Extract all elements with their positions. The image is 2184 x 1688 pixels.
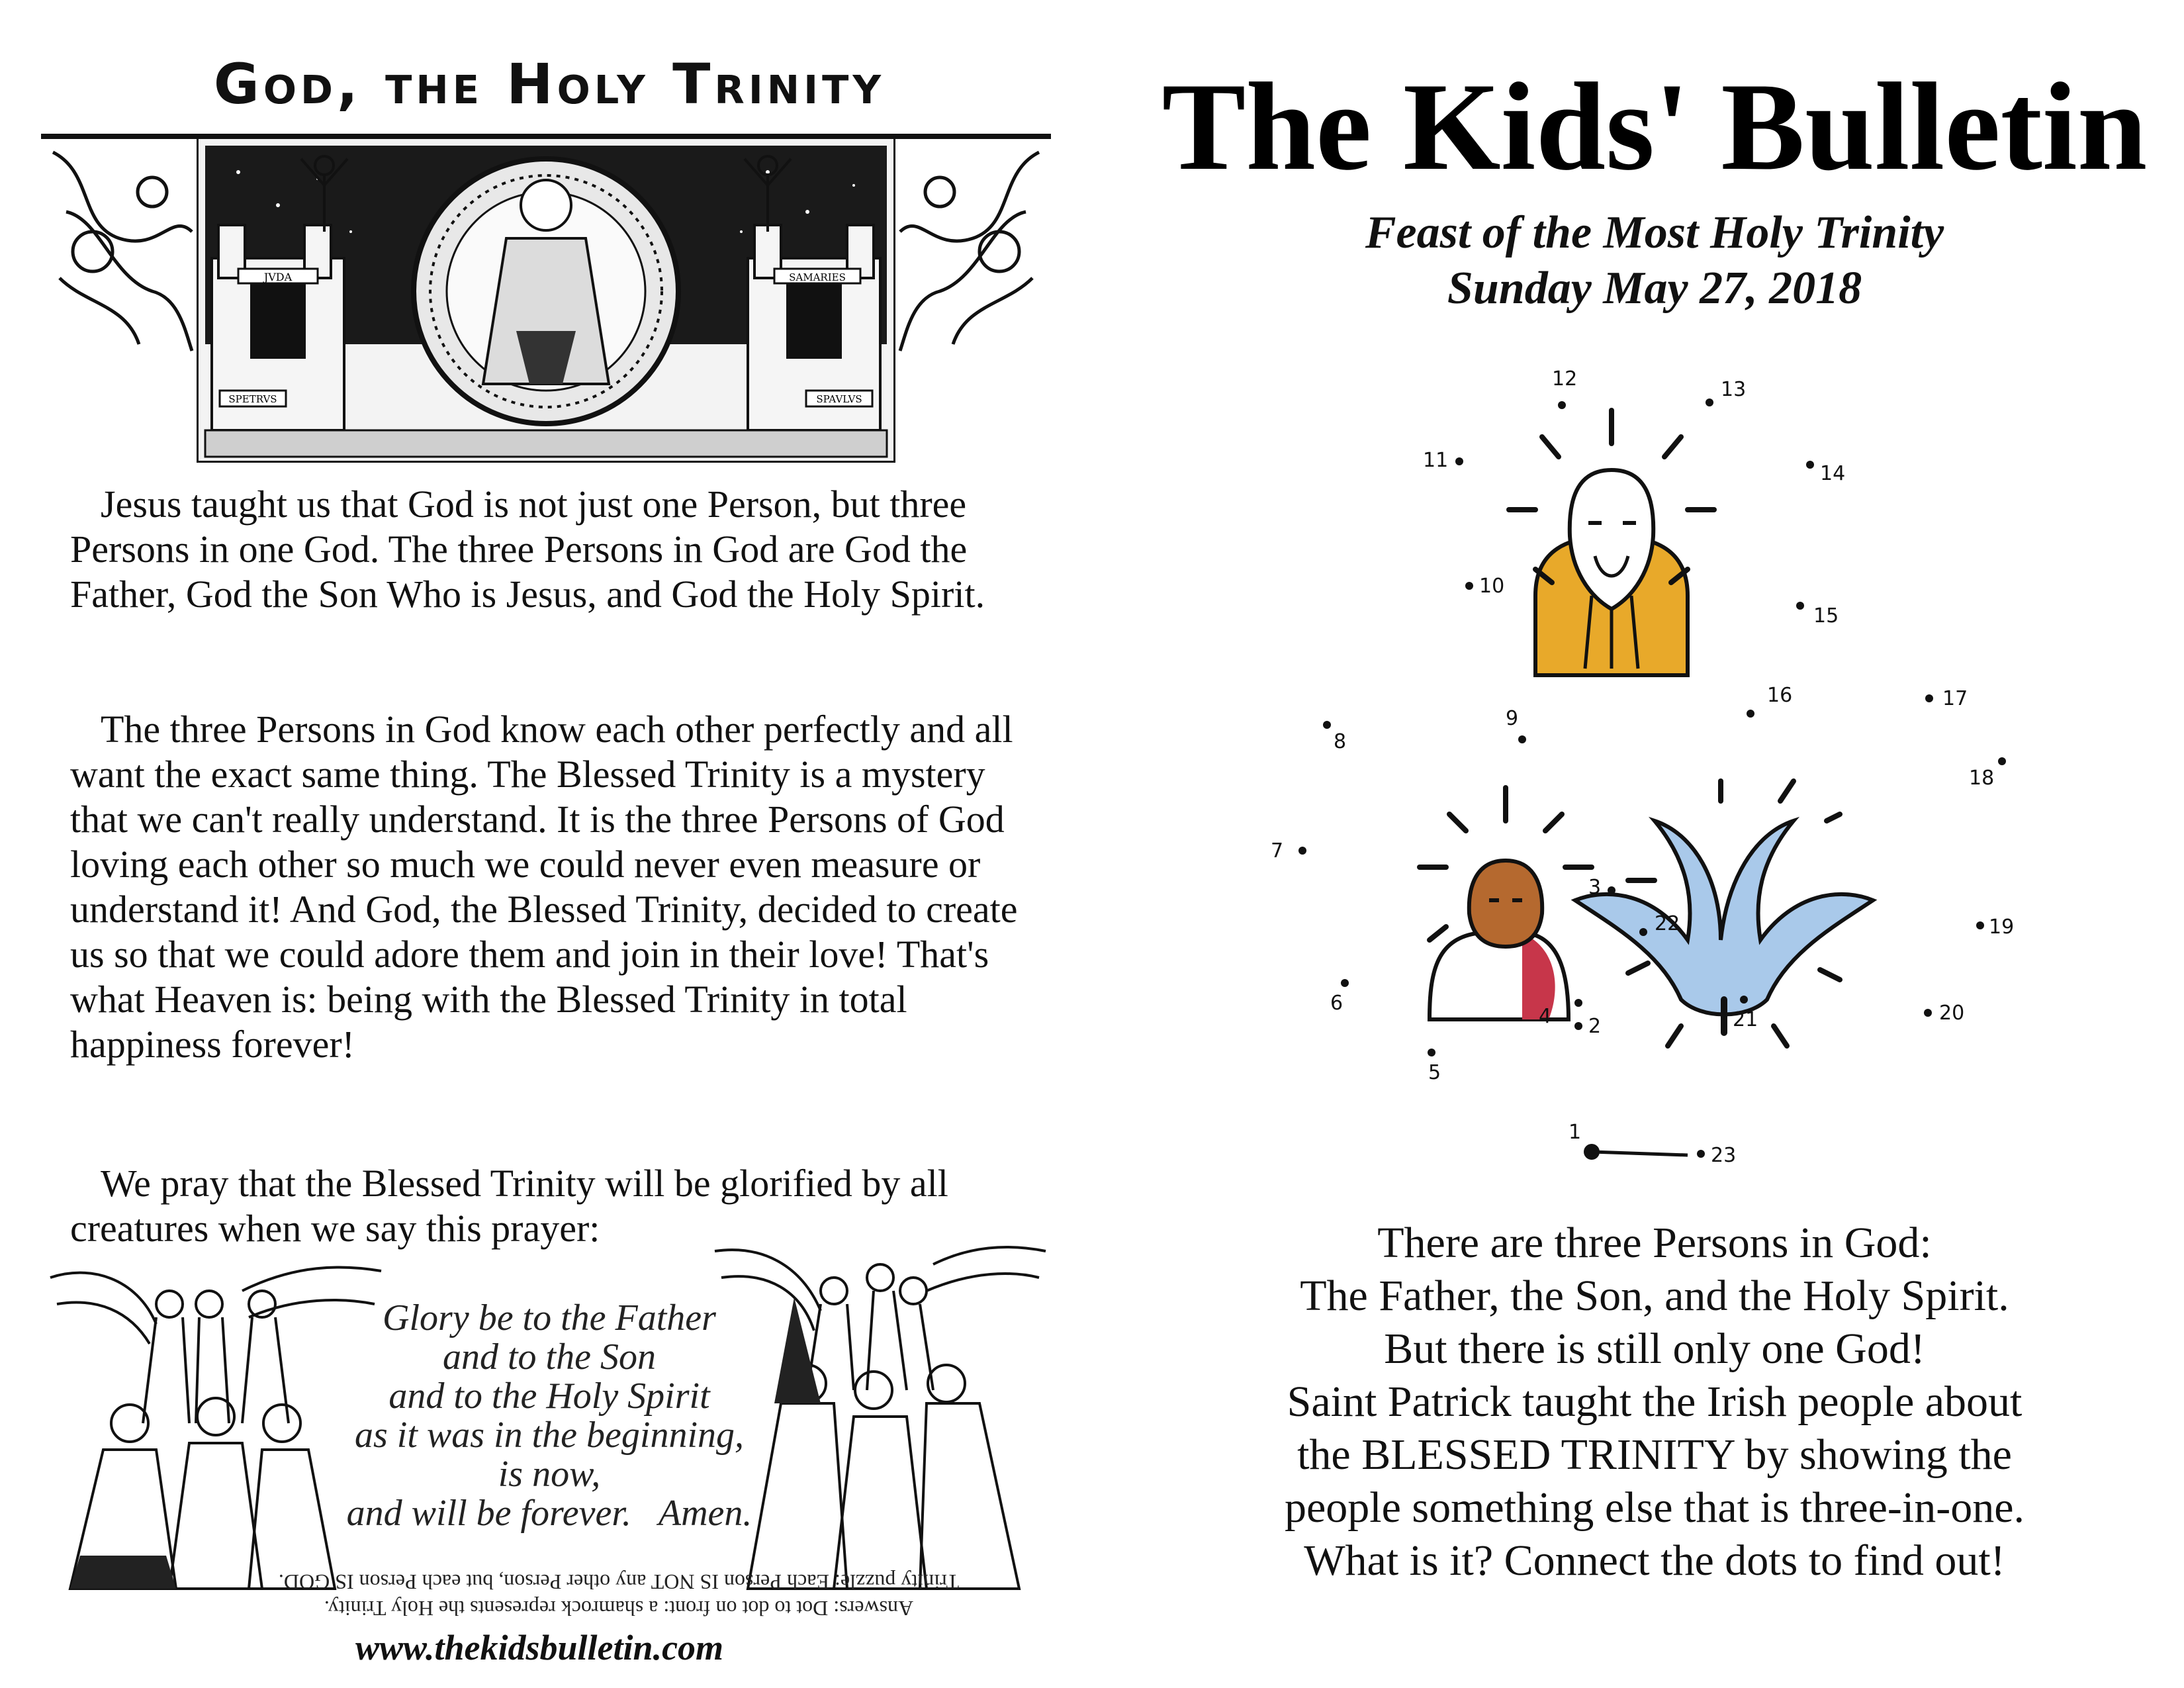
closing-line: What is it? Connect the dots to find out! [1304,1536,2005,1585]
dot-label: 21 [1733,1008,1758,1031]
paragraph-mystery: The three Persons in God know each other perfectly and all want the exact same thing. The Blessed Trinity is a mystery that we can't really understand. It is the three Persons of God loving each other so much we could never even measure or understand it! And God, the Blessed Trinity, decided to create us so that we could adore them and join in their love! That's what Heaven is: being with the Blessed Trinity in total happiness forever! [70,708,1018,1066]
feast-name: Feast of the Most Holy Trinity [1365,207,1944,258]
prayer-line: is now, [498,1454,601,1495]
god-the-father-figure [1535,470,1688,675]
feast-date: Sunday May 27, 2018 [1447,263,1862,314]
plaque-left-label: SPETRVS [228,393,277,405]
prayer-line: and will be forever. Amen. [346,1493,752,1534]
closing-line: Saint Patrick taught the Irish people about [1287,1378,2023,1426]
dot-label: 19 [1989,915,2015,939]
upside-down-answers [179,1569,1059,1622]
dot-label: 8 [1334,730,1347,753]
prayer-line: and to the Son [443,1336,656,1378]
dot-label: 3 [1588,876,1602,899]
dot-label: 12 [1552,367,1578,391]
prayer-line: and to the Holy Spirit [388,1376,710,1417]
closing-line: people something else that is three-in-one. [1284,1483,2025,1532]
dot-label: 9 [1506,707,1519,730]
closing-line: The Father, the Son, and the Holy Spirit. [1300,1272,2009,1320]
closing-line: But there is still only one God! [1384,1325,1925,1373]
website-url: www.thekidsbulletin.com [355,1628,724,1667]
dot-label: 11 [1423,449,1449,472]
dot-label: 5 [1428,1061,1441,1084]
dot-label: 17 [1942,687,1968,710]
dot-label: 2 [1588,1015,1602,1038]
dot-label: 18 [1969,767,1995,790]
dot-label: 16 [1767,684,1793,707]
dot-label: 7 [1271,839,1284,863]
left-title: God, the Holy Trinity [213,52,886,117]
paragraph-intro: Jesus taught us that God is not just one Person, but three Persons in one God. The three Persons in God are God the Father, God the Son Who is Jesus, and God the Holy Spirit. [70,483,985,616]
dot-label: 4 [1539,1005,1552,1028]
closing-line: the BLESSED TRINITY by showing the [1297,1430,2012,1479]
prayer-line: Glory be to the Father [383,1297,716,1338]
dot-label: 23 [1711,1144,1737,1167]
dot-label: 14 [1820,462,1846,485]
dot-label: 10 [1479,575,1505,598]
answers-line: Trinity puzzle: Each Person IS NOT any other Person, but each Person IS GOD. [278,1570,960,1594]
closing-text [1138,1217,2171,1587]
dot-label: 6 [1330,992,1343,1015]
plaque-right-label: SPAVLVS [816,393,862,405]
bulletin-title: The Kids' Bulletin [1161,58,2148,197]
paragraph-prayer-intro: We pray that the Blessed Trinity will be glorified by all creatures when we say this prayer: [70,1162,948,1250]
closing-line: There are three Persons in God: [1377,1219,1932,1267]
answers-line: Answers: Dot to dot on front: a shamrock represents the Holy Trinity. [324,1597,914,1620]
god-the-son-figure [1430,861,1569,1019]
dot-label: 20 [1939,1002,1965,1025]
banner-right-label: SAMARIES [789,271,846,283]
banner-left-label: JVDA [263,271,293,283]
dot-label: 13 [1721,378,1747,401]
dot-label: 22 [1655,912,1680,935]
glory-be-prayer [311,1299,788,1533]
prayer-line: as it was in the beginning, [355,1415,744,1456]
connect-the-dots-puzzle [1257,357,2052,1178]
holy-trinity-engraving [40,132,1052,463]
holy-spirit-dove-figure [1575,821,1873,1033]
dot-label: 1 [1569,1121,1582,1144]
dot-label: 15 [1813,604,1839,628]
